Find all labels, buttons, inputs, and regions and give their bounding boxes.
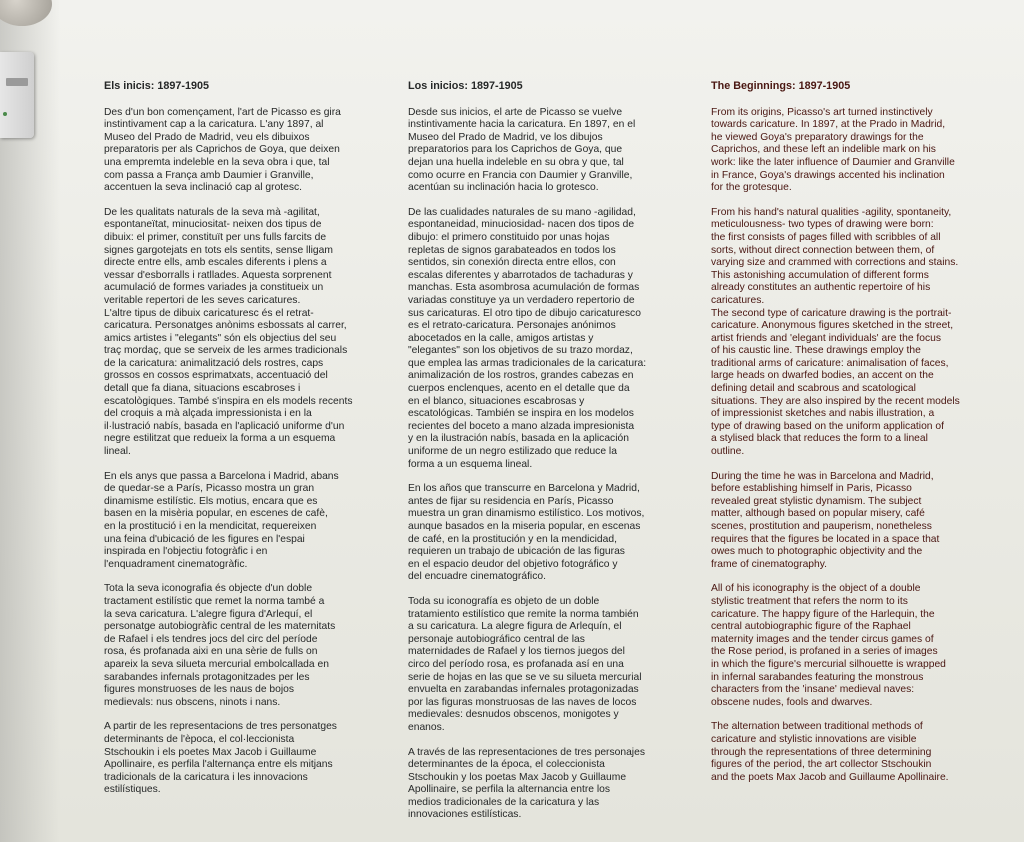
catalan-paragraph: A partir de les representacions de tres personatges determinants de l'època, el col·leccionista Stschoukin i els poetes Max Jacob i Guillaume Apollinaire, es perfila l'alternança entre els mitjans tradicionals de la caricatura i les innovacions estilístiques. [104, 721, 337, 796]
spanish-heading: Los inicios: 1897-1905 [408, 80, 523, 92]
catalan-paragraph: L'altre tipus de dibuix caricaturesc és el retrat- caricatura. Personatges anònims esbossats al carrer, amics artistes i "elegants" són els objectius del seu traç mordaç, que se serveix de les armes tradicionals de la caricatura: animalització dels rostres, caps grossos en cossos esprimatxats, accentuació del detall que fa diana, situacions escabroses i escatològiques. També s'inspira en els models recents del croquis a mà alçada impressionista i en la il·lustració nabís, basada en l'aplicació uniforme d'un negre estilitzat que redueix la forma a un esquema lineal. [104, 307, 353, 458]
english-column [711, 80, 977, 796]
spanish-paragraph: Toda su iconografía es objeto de un doble tratamiento estilístico que remite la norma también a su caricatura. La alegre figura de Arlequín, el personaje autobiográfico central de las maternidades de Rafael y los tiernos juegos del circo del período rosa, es profanada así en una serie de hojas en las que se ve su silueta mercurial envuelta en zarabandas infernales protagonizadas por las figuras monstruosas de las naves de locos medievales: desnudos obscenos, monigotes y enanos. [408, 595, 642, 733]
wall-sensor-box [0, 52, 34, 138]
english-heading: The Beginnings: 1897-1905 [711, 80, 851, 92]
catalan-paragraph: De les qualitats naturals de la seva mà -agilitat, espontaneïtat, minuciositat- neixen dos tipus de dibuix: el primer, constituït per uns fulls farcits de signes gargotejats en tots els sentits, sense lligam directe entre ells, amb escales diferents i plens a vessar d'esborralls i ratllades. Aquesta sorprenent acumulació de formes variades ja constitueix un veritable repertori de les seves caricatures. [104, 206, 333, 306]
english-paragraph: From its origins, Picasso's art turned instinctively towards caricature. In 1897, at the Prado in Madrid, he viewed Goya's preparatory drawings for the Caprichos, and these left an indelible mark on his work: like the later influence of Daumier and Granville in France, Goya's drawings accented his inclination for the grotesque. [711, 106, 955, 194]
spanish-paragraph: Desde sus inicios, el arte de Picasso se vuelve instintivamente hacia la caricatura. En 1897, en el Museo del Prado de Madrid, ve los dibujos preparatorios para los Caprichos de Goya, que dejan una huella indeleble en su obra y que, tal como ocurre en Francia con Daumier y Granville, acentúan su inclinación hacia lo grotesco. [408, 106, 636, 194]
spanish-paragraph: En los años que transcurre en Barcelona y Madrid, antes de fijar su residencia en París, Picasso muestra un gran dinamismo estilístico. Los motivos, aunque basados en la miseria popular, en escenas de café, en la prostitución y en la mendicidad, requieren un trabajo de ubicación de las figuras en el espacio deudor del objetivo fotográfico y del encuadre cinematográfico. [408, 483, 645, 583]
english-paragraph: From his hand's natural qualities -agility, spontaneity, meticulousness- two types of drawing were born: the first consists of pages filled with scribbles of all sorts, without direct connection between them, of varying size and crammed with corrections and stains. This astonishing accumulation of different forms already constitutes an authentic repertoire of his caricatures. [711, 206, 959, 306]
catalan-paragraph: Tota la seva iconografia és objecte d'un doble tractament estilístic que remet la norma també a la seva caricatura. L'alegre figura d'Arlequí, el personatge autobiogràfic central de les maternitats de Rafael i els tendres jocs del circ del període rosa, és profanada aixi en una sèrie de fulls on apareix la seva silueta mercurial embolcallada en sarabandes infernals protagonitzades per les figures monstruoses de les naus de bojos medievals: nus obscens, ninots i nans. [104, 583, 336, 708]
spanish-column [408, 80, 672, 834]
english-paragraph: The second type of caricature drawing is the portrait- caricature. Anonymous figures sketched in the street, artist friends and 'elegant individuals' are the focus of his caustic line. These drawings employ the traditional arms of caricature: animalisation of faces, large heads on dwarfed bodies, an accent on the defining detail and scabrous and scatological situations. They are also inspired by the recent models of impressionist sketches and nabis illustration, a type of drawing based on the uniform application of a stylised black that reduces the form to a lineal outline. [711, 307, 960, 458]
english-paragraph: All of his iconography is the object of a double stylistic treatment that refers the norm to its caricature. The happy figure of the Harlequin, the central autobiographic figure of the Raphael maternity images and the tender circus games of the Rose period, is profaned in a series of images in which the figure's mercurial silhouette is wrapped in infernal sarabandes featuring the monstrous characters from the 'insane' medieval naves: obscene nudes, fools and dwarves. [711, 583, 946, 708]
catalan-paragraph: En els anys que passa a Barcelona i Madrid, abans de quedar-se a París, Picasso mostra un gran dinamisme estilístic. Els motius, encara que es basen en la misèria popular, en escenes de cafè, en la prostitució i en la mendicitat, requereixen una feina d'ubicació de les figures en l'espai inspirada en l'objectiu fotogràfic i en l'enquadrament cinematogràfic. [104, 470, 339, 570]
catalan-column [104, 80, 366, 809]
spanish-paragraph: De las cualidades naturales de su mano -agilidad, espontaneidad, minuciosidad- nacen dos tipos de dibujo: el primero constituido por unas hojas repletas de signos garabateados en todos los sentidos, sin conexión directa entre ellos, con escalas diferentes y abarrotados de tachaduras y manchas. Esta asombrosa acumulación de formas variadas constituye ya un verdadero repertorio de sus caricaturas. El otro tipo de dibujo caricaturesco es el retrato-caricatura. Personajes anónimos abocetados en la calle, amigos artistas y "elegantes" son los objetivos de su trazo mordaz, que emplea las armas tradicionales de la caricatura: animalización de los rostros, grandes cabezas en cuerpos enclenques, acento en el detalle que da en el blanco, situaciones escabrosas y escatológicas. También se inspira en los modelos recientes del boceto a mano alzada impresionista y en la ilustración nabís, basada en la aplicación uniforme de un negro estilizado que reduce la forma a un esquema lineal. [408, 206, 647, 470]
spanish-paragraph: A través de las representaciones de tres personajes determinantes de la época, el coleccionista Stschoukin y los poetas Max Jacob y Guillaume Apollinaire, se perfila la alternancia entre los medios tradicionales de la caricatura y las innovaciones estilísticas. [408, 746, 645, 821]
sensor-led [3, 112, 7, 116]
catalan-heading: Els inicis: 1897-1905 [104, 80, 210, 92]
sensor-slot [6, 78, 28, 86]
english-paragraph: The alternation between traditional methods of caricature and stylistic innovations are visible through the representations of three determining figures of the period, the art collector Stschoukin and the poets Max Jacob and Guillaume Apollinaire. [711, 721, 949, 783]
english-paragraph: During the time he was in Barcelona and Madrid, before establishing himself in Paris, Picasso revealed great stylistic dynamism. The subject matter, although based on popular misery, café scenes, prostitution and pauperism, nonetheless requires that the figures be located in a space that owes much to photographic objectivity and the frame of cinematography. [711, 470, 940, 570]
catalan-paragraph: Des d'un bon començament, l'art de Picasso es gira instintivament cap a la caricatura. L'any 1897, al Museo del Prado de Madrid, veu els dibuixos preparatoris per als Caprichos de Goya, que deixen una empremta indeleble en la seva obra i que, tal com passa a França amb Daumier i Granville, accentuen la seva inclinació cap al grotesc. [104, 106, 341, 194]
